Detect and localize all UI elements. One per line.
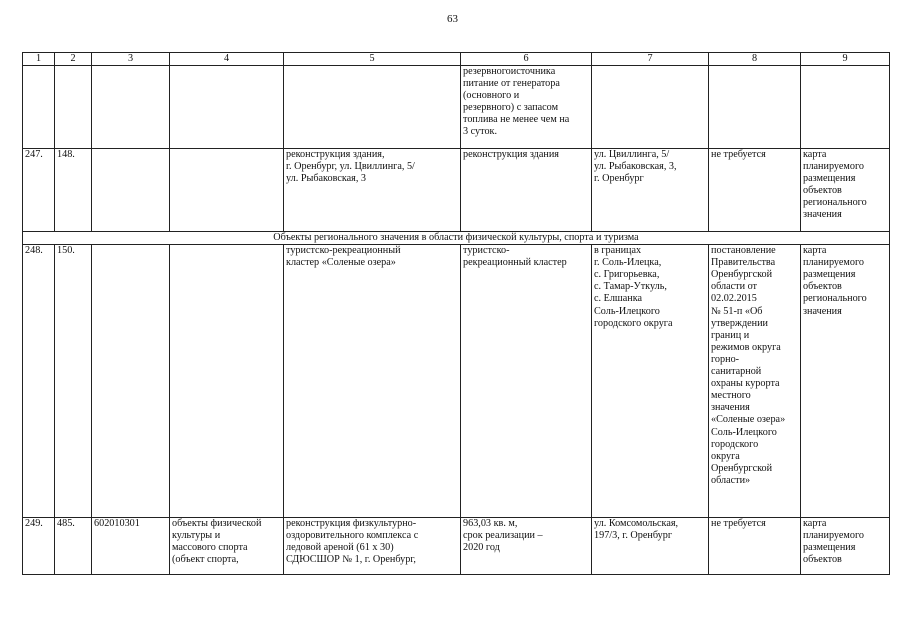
col-header-3: 3 [92, 53, 170, 66]
col-header-8: 8 [709, 53, 801, 66]
col-header-9: 9 [801, 53, 890, 66]
cell-characteristics: резервногоисточника питание от генератора (основного и резервного) с запасом топлива не менее чем на 3 суток. [463, 66, 570, 138]
cell-row-number: 249. [25, 518, 43, 530]
cell-name: реконструкция физкультурно- оздоровительного комплекса с ледовой ареной (61 х 30) СДЮСШОР № 1, г. Оренбург, [286, 518, 419, 566]
cell-type: объекты физической культуры и массового спорта (объект спорта, [172, 518, 262, 566]
cell-code: 602010301 [94, 518, 140, 530]
column-number-row [23, 53, 890, 66]
page-number: 63 [447, 13, 458, 25]
cell-name: туристско-рекреационный кластер «Соленые озера» [286, 245, 401, 269]
cell-characteristics: туристско- рекреационный кластер [463, 245, 567, 269]
col-header-7: 7 [592, 53, 709, 66]
cell-object-number: 485. [57, 518, 75, 530]
cell-zones: постановление Правительства Оренбургской области от 02.02.2015 № 51-п «Об утверждении границ и режимов округа горно- санитарной охраны курорта местного значения «Соленые озера» Соль-Илецкого городского округа Оренбургской области» [711, 245, 786, 486]
table-row [23, 149, 890, 232]
col-header-4: 4 [170, 53, 284, 66]
section-heading-row [23, 232, 890, 245]
cell-row-number: 248. [25, 245, 43, 257]
cell-object-number: 148. [57, 149, 75, 160]
cell-location: ул. Комсомольская, 197/3, г. Оренбург [594, 518, 679, 542]
cell-row-number: 247. [25, 149, 43, 160]
col-header-6: 6 [461, 53, 592, 66]
table-row-continuation [23, 66, 890, 149]
col-header-1: 1 [23, 53, 55, 66]
planning-table [22, 52, 890, 575]
cell-map: карта планируемого размещения объектов [803, 518, 864, 566]
table-row [23, 518, 890, 575]
section-heading: Объекты регионального значения в области физической культуры, спорта и туризма [23, 232, 890, 245]
cell-characteristics: 963,03 кв. м, срок реализации – 2020 год [463, 518, 543, 554]
cell-characteristics: реконструкция здания [463, 149, 559, 160]
col-header-2: 2 [55, 53, 92, 66]
cell-zones: не требуется [711, 518, 766, 530]
col-header-5: 5 [284, 53, 461, 66]
cell-zones: не требуется [711, 149, 766, 160]
cell-name: реконструкция здания, г. Оренбург, ул. Цвиллинга, 5/ ул. Рыбаковская, 3 [286, 149, 415, 185]
cell-location: ул. Цвиллинга, 5/ ул. Рыбаковская, 3, г. Оренбург [594, 149, 677, 185]
cell-object-number: 150. [57, 245, 75, 257]
cell-map: карта планируемого размещения объектов регионального значения [803, 245, 867, 317]
cell-location: в границах г. Соль-Илецка, с. Григорьевка, с. Тамар-Уткуль, с. Елшанка Соль-Илецкого городского округа [594, 245, 673, 329]
table-row [23, 245, 890, 518]
cell-map: карта планируемого размещения объектов регионального значения [803, 149, 867, 221]
